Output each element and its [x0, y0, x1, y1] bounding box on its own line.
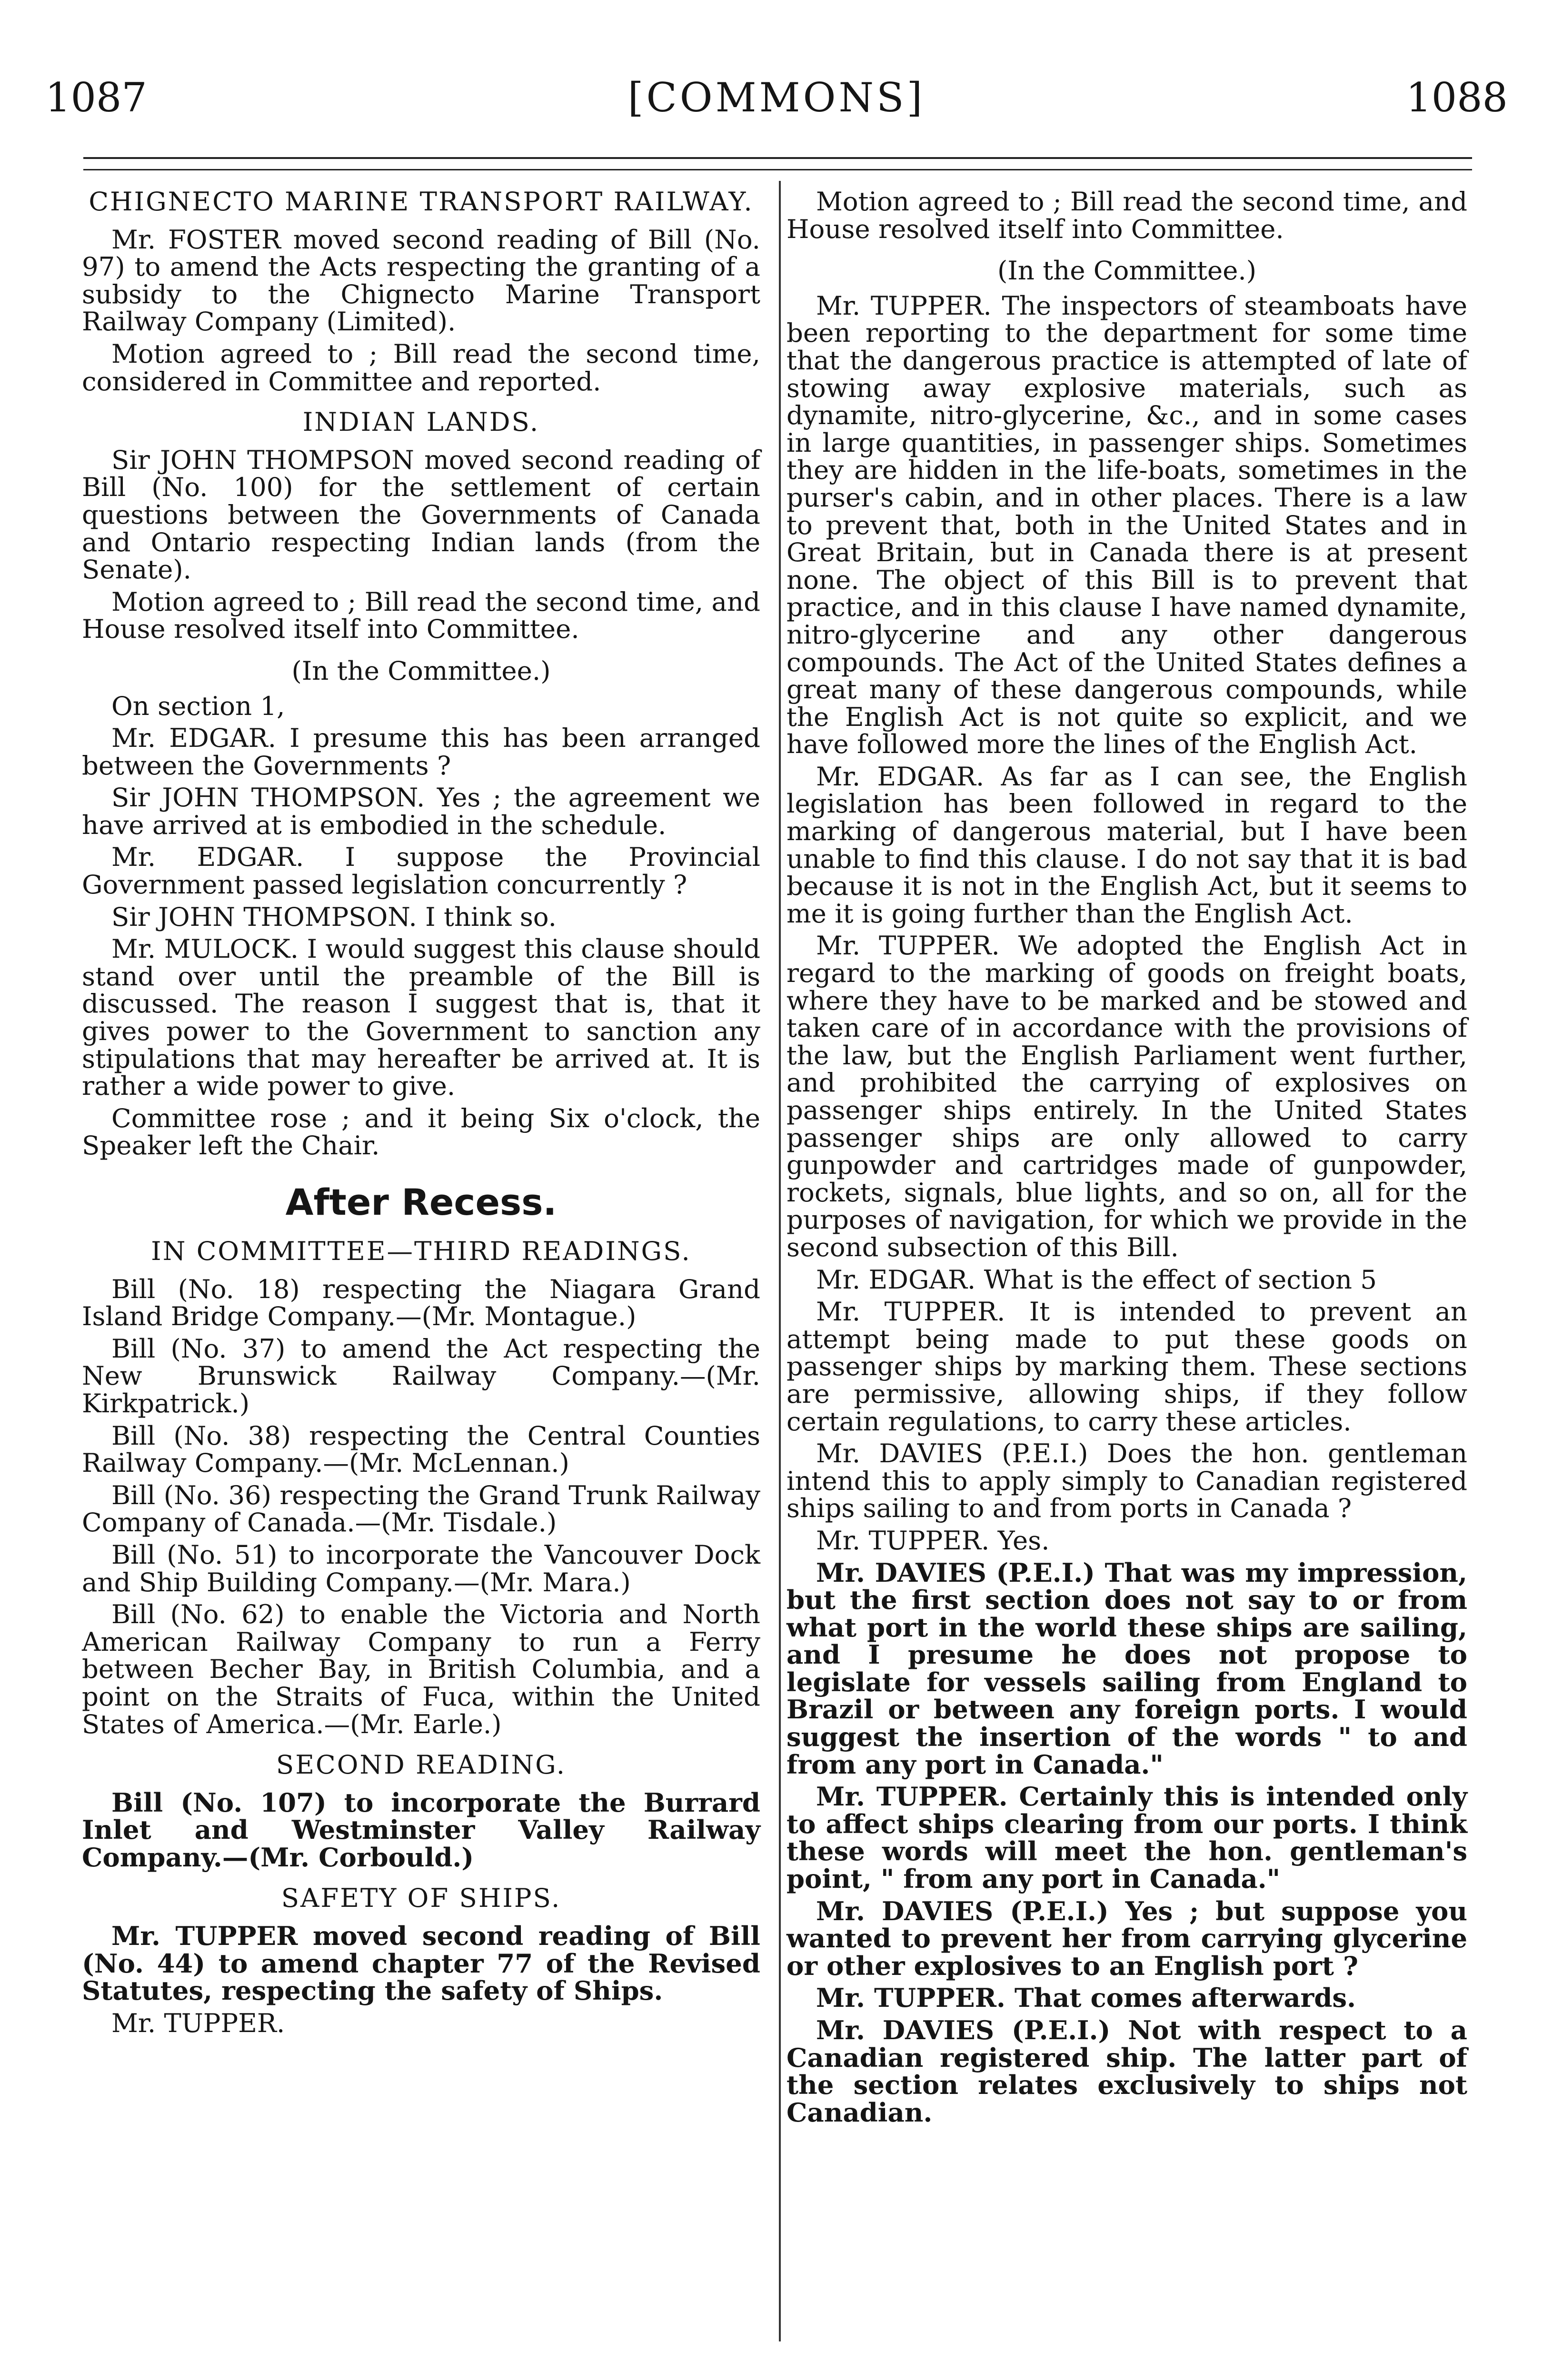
paragraph: Mr. TUPPER. It is intended to prevent an attempt being made to put these goods on passenger ships by marking them. These sections are permissive, allowing ships, if they follow certain regulations, to carry these articles. — [786, 1296, 1467, 1437]
paragraph: Mr. TUPPER moved second reading of Bill (No. 44) to amend chapter 77 of the Revised Statutes, respecting the safety of Ships. — [82, 1921, 760, 2006]
paragraph: Mr. DAVIES (P.E.I.) Not with respect to a Canadian registered ship. The latter part of the section relates exclusively to ships not Canadian. — [786, 2015, 1467, 2128]
paragraph: Mr. MULOCK. I would suggest this clause should stand over until the preamble of the Bill is discussed. The reason I suggest that is, that it gives power to the Government to sanction any stipulations that may hereafter be arrived at. It is rather a wide power to give. — [82, 933, 760, 1101]
paragraph: Mr. TUPPER. Yes. — [816, 1525, 1050, 1556]
section-heading: IN COMMITTEE—THIRD READINGS. — [151, 1236, 691, 1266]
paragraph: Mr. EDGAR. What is the effect of section 5 — [816, 1264, 1377, 1295]
paragraph: Committee rose ; and it being Six o'clock, the Speaker left the Chair. — [82, 1102, 760, 1161]
speaker-signoff: Mr. TUPPER. — [111, 2007, 285, 2038]
paragraph: Sir JOHN THOMPSON. Yes ; the agreement we have arrived at is embodied in the schedule. — [82, 782, 760, 840]
paragraph: Motion agreed to ; Bill read the second time, and House resolved itself into Committee. — [786, 186, 1467, 244]
recess-heading: After Recess. — [285, 1181, 557, 1223]
paragraph: Mr. TUPPER. The inspectors of steamboats have been reporting to the department for some time that the dangerous practice is attempted of late of stowing away explosive materials, such as dynamite, nitro-glycerine, &c., and in some cases in large quantities, in passenger ships. Sometimes they are hidden in the life-boats, sometimes in the purser's cabin, and in other places. There is a law to prevent that, both in the United States and in Great Britain, but in Canada there is at present none. The object of this Bill is to prevent that practice, and in this clause I have named dynamite, nitro-glycerine and any other dangerous compounds. The Act of the United States defines a great many of these dangerous compounds, while the English Act is not quite so explicit, and we have followed more the lines of the English Act. — [786, 290, 1467, 760]
paragraph: Sir JOHN THOMPSON. I think so. — [111, 901, 557, 932]
column-divider — [779, 181, 781, 2341]
page-number-left: 1087 — [45, 74, 147, 121]
paragraph: Mr. DAVIES (P.E.I.) Yes ; but suppose you wanted to prevent her from carrying glycerine or other explosives to an English port ? — [786, 1895, 1467, 1981]
paragraph: Sir JOHN THOMPSON moved second reading of Bill (No. 100) for the settlement of certain questions between the Governments of Canada and Ontario respecting Indian lands (from the Senate). — [82, 444, 760, 585]
page-header — [45, 71, 1508, 133]
committee-note: (In the Committee.) — [997, 255, 1256, 286]
paragraph: Mr. FOSTER moved second reading of Bill (No. 97) to amend the Acts respecting the granting of a subsidy to the Chignecto Marine Transport Railway Company (Limited). — [82, 224, 760, 337]
bill-entry: Bill (No. 18) respecting the Niagara Grand Island Bridge Company.—(Mr. Montague.) — [82, 1273, 760, 1332]
section-heading: INDIAN LANDS. — [302, 407, 540, 437]
header-rule — [83, 157, 1472, 159]
paragraph: Mr. EDGAR. I presume this has been arranged between the Governments ? — [82, 723, 760, 781]
paragraph: Mr. EDGAR. As far as I can see, the English legislation has been followed in regard to the marking of dangerous material, but I have been unable to find this clause. I do not say that it is bad because it is not in the English Act, but it seems to me it is going further than the English Act. — [786, 761, 1467, 929]
paragraph: Mr. TUPPER. Certainly this is intended only to affect ships clearing from our ports. I think these words will meet the hon. gentleman's point, " from any port in Canada." — [786, 1781, 1467, 1894]
bill-entry: Bill (No. 107) to incorporate the Burrard Inlet and Westminster Valley Railway Company.—(Mr. Corbould.) — [82, 1787, 760, 1873]
bill-entry: Bill (No. 51) to incorporate the Vancouver Dock and Ship Building Company.—(Mr. Mara.) — [82, 1539, 760, 1597]
right-column — [786, 188, 1467, 2131]
paragraph: On section 1, — [111, 690, 285, 721]
bill-entry: Bill (No. 37) to amend the Act respecting the New Brunswick Railway Company.—(Mr. Kirkpatrick.) — [82, 1333, 760, 1418]
bill-entry: Bill (No. 62) to enable the Victoria and North American Railway Company to run a Ferry between Becher Bay, in British Columbia, and a point on the Straits of Fuca, within the United States of America.—(Mr. Earle.) — [82, 1599, 760, 1739]
paragraph: Mr. DAVIES (P.E.I.) Does the hon. gentleman intend this to apply simply to Canadian registered ships sailing to and from ports in Canada ? — [786, 1438, 1467, 1524]
paragraph: Mr. DAVIES (P.E.I.) That was my impression, but the first section does not say to or from what port in the world these ships are sailing, and I presume he does not propose to legislate for vessels sailing from England to Brazil or between any foreign ports. I would suggest the insertion of the words " to and from any port in Canada." — [786, 1557, 1467, 1780]
section-heading: CHIGNECTO MARINE TRANSPORT RAILWAY. — [89, 186, 754, 217]
section-heading: SECOND READING. — [276, 1749, 567, 1780]
bill-entry: Bill (No. 36) respecting the Grand Trunk Railway Company of Canada.—(Mr. Tisdale.) — [82, 1479, 760, 1538]
section-heading: SAFETY OF SHIPS. — [281, 1883, 561, 1914]
committee-note: (In the Committee.) — [291, 655, 551, 686]
left-column — [82, 188, 760, 2042]
paragraph: Mr. TUPPER. That comes afterwards. — [816, 1983, 1356, 2013]
bill-entry: Bill (No. 38) respecting the Central Counties Railway Company.—(Mr. McLennan.) — [82, 1420, 760, 1478]
running-title: [COMMONS] — [627, 74, 926, 121]
paragraph: Mr. TUPPER. We adopted the English Act in regard to the marking of goods on freight boats, where they have to be marked and be stowed and taken care of in accordance with the provisions of the law, but the English Parliament went further, and prohibited the carrying of explosives on passenger ships entirely. In the United States passenger ships are only allowed to carry gunpowder and cartridges made of gunpowder, rockets, signals, blue lights, and so on, all for the purposes of navigation, for which we provide in the second subsection of this Bill. — [786, 930, 1467, 1262]
paragraph: Motion agreed to ; Bill read the second time, considered in Committee and reported. — [82, 338, 760, 397]
page-number-right: 1088 — [1406, 74, 1508, 121]
paragraph: Motion agreed to ; Bill read the second time, and House resolved itself into Committee. — [82, 586, 760, 645]
header-rule-thin — [83, 169, 1472, 170]
paragraph: Mr. EDGAR. I suppose the Provincial Government passed legislation concurrently ? — [82, 842, 760, 900]
